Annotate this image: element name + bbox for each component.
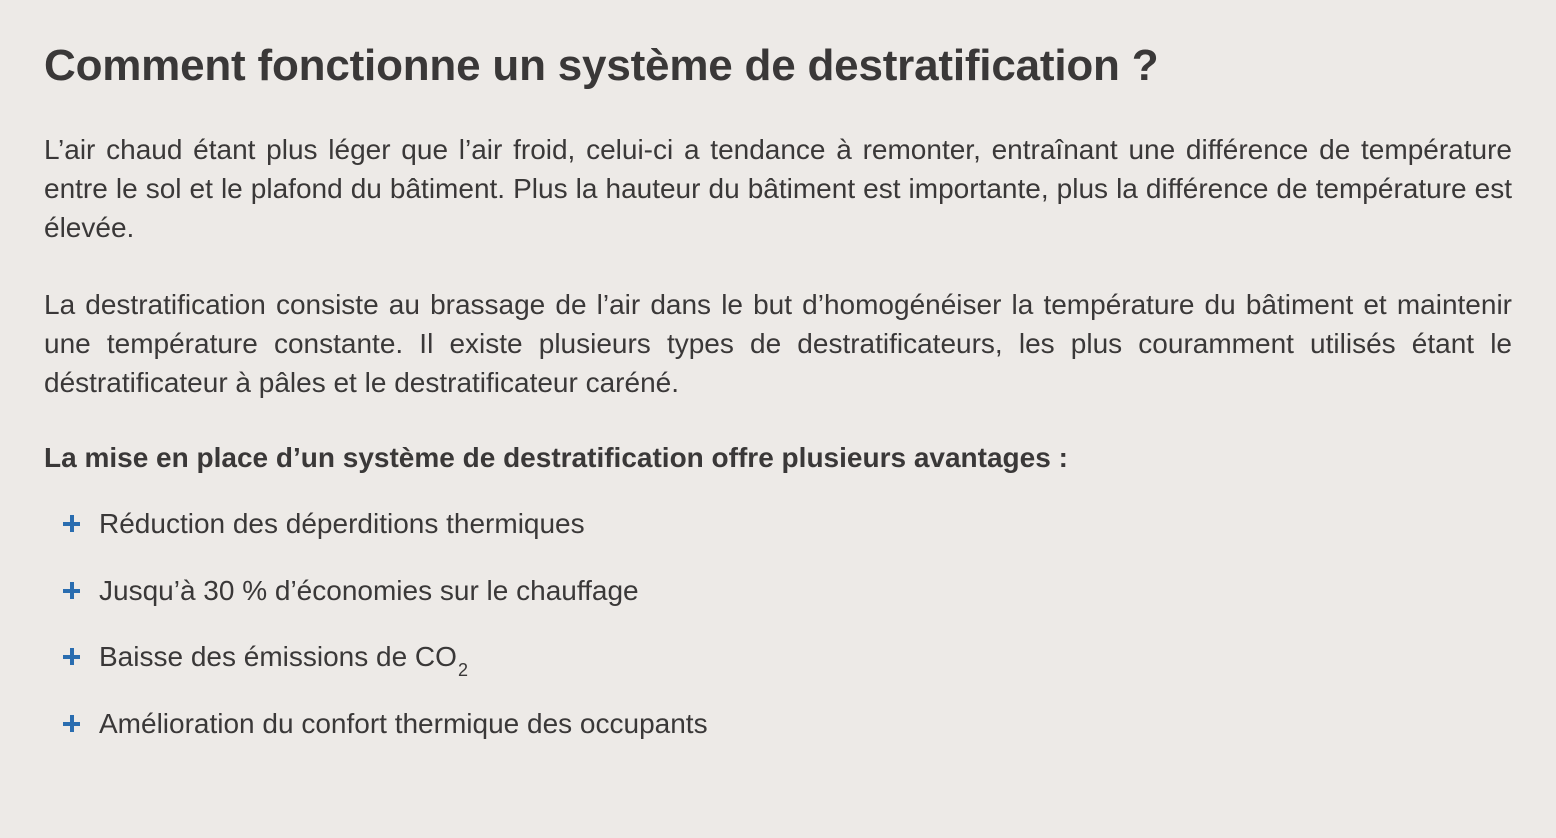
- plus-icon: [63, 715, 80, 732]
- page-title: Comment fonctionne un système de destratification ?: [44, 41, 1159, 90]
- plus-icon: [63, 515, 80, 532]
- benefit-text: Baisse des émissions de CO: [99, 641, 457, 672]
- list-item: [44, 704, 1512, 744]
- benefits-heading: La mise en place d’un système de destratification offre plusieurs avantages :: [44, 442, 1068, 473]
- co2-subscript: 2: [457, 660, 468, 680]
- benefits-list: [44, 504, 1512, 744]
- list-item: [44, 637, 1512, 680]
- plus-icon: [63, 582, 80, 599]
- plus-icon: [63, 648, 80, 665]
- list-item: [44, 504, 1512, 544]
- benefit-text: Réduction des déperditions thermiques: [99, 508, 585, 539]
- destratification-paragraph: La destratification consiste au brassage de l’air dans le but d’homogénéiser la température du bâtiment et maintenir une température constante. Il existe plusieurs types de destratificateurs, les plus couramment utilisés étant le déstratificateur à pâles et le destratificateur caréné.: [44, 289, 1512, 398]
- benefit-text: Amélioration du confort thermique des occupants: [99, 707, 708, 739]
- intro-paragraph: L’air chaud étant plus léger que l’air froid, celui-ci a tendance à remonter, entraînant une différence de température entre le sol et le plafond du bâtiment. Plus la hauteur du bâtiment est importante, plus la différence de température est élevée.: [44, 134, 1512, 243]
- benefit-text: Jusqu’à 30 % d’économies sur le chauffage: [99, 574, 639, 606]
- list-item: [44, 571, 1512, 611]
